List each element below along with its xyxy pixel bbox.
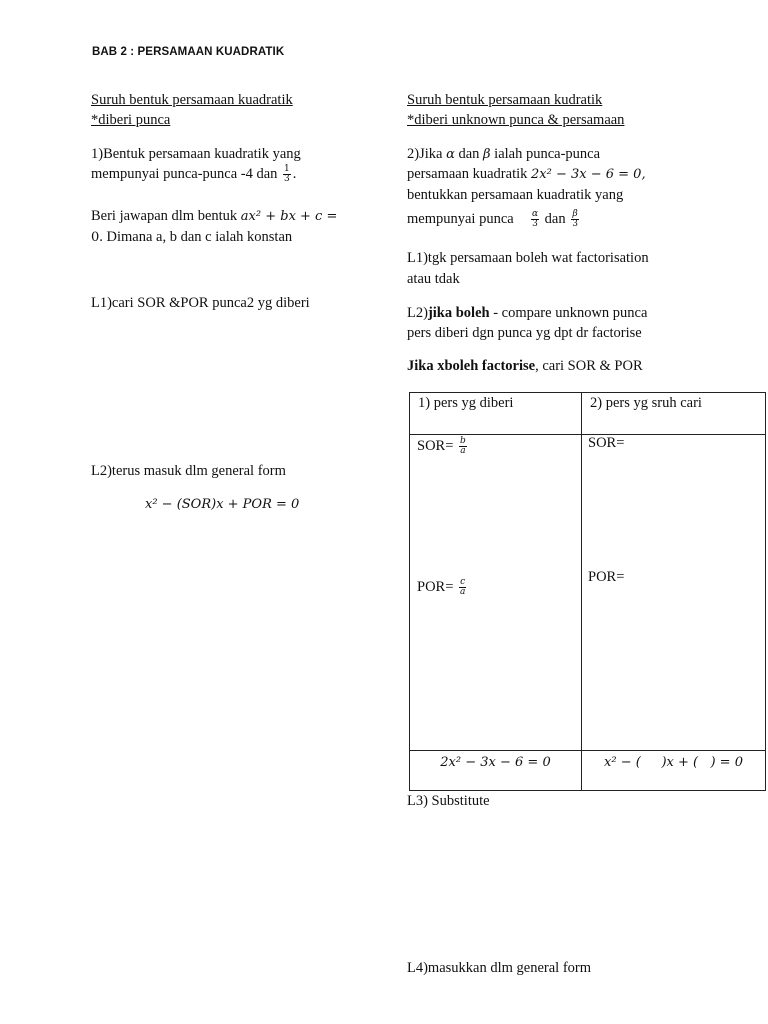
question2-jika: 2)Jika bbox=[407, 146, 443, 162]
right-step-l2-line3-rest: , cari SOR & POR bbox=[535, 358, 643, 374]
right-step-l2-prefix: L2) bbox=[407, 305, 428, 321]
sor-label-left: SOR= bbox=[417, 437, 454, 454]
fraction-one-third bbox=[283, 165, 291, 184]
fraction-numerator: c bbox=[460, 577, 466, 587]
question2-equation: 2x² − 3x − 6 = 0, bbox=[531, 167, 646, 182]
answer-form-text: Beri jawapan dlm bentuk bbox=[91, 208, 238, 224]
question2-line1 bbox=[407, 146, 600, 163]
alpha-symbol: α bbox=[446, 147, 455, 162]
fraction-b-over-a bbox=[459, 437, 467, 456]
table-footer-row bbox=[410, 751, 766, 791]
table-header-left: 1) pers yg diberi bbox=[418, 395, 514, 411]
por-formula-left bbox=[417, 578, 468, 597]
right-step-l2-line2: pers diberi dgn punca yg dpt dr factorise bbox=[407, 325, 642, 341]
right-step-l2-line1 bbox=[407, 305, 647, 322]
beta-symbol: β bbox=[483, 147, 491, 162]
right-step-l4: L4)masukkan dlm general form bbox=[407, 960, 592, 976]
answer-form-zero: 0 bbox=[91, 230, 100, 245]
question2-punca-text: ialah punca-punca bbox=[494, 146, 601, 162]
table-header-right: 2) pers yg sruh cari bbox=[590, 395, 702, 411]
fraction-alpha-over-3 bbox=[531, 210, 539, 229]
right-step-l2-rest: - compare unknown punca bbox=[489, 305, 648, 321]
target-equation-template: x² − ( )x + ( ) = 0 bbox=[604, 755, 743, 770]
right-heading-line2: *diberi unknown punca & persamaan bbox=[407, 112, 625, 128]
question2-dan: dan bbox=[458, 146, 480, 162]
fraction-numerator: β bbox=[572, 209, 578, 219]
right-heading-line1: Suruh bentuk persamaan kudratik bbox=[407, 92, 603, 108]
table-body-cell-right bbox=[582, 435, 766, 751]
fraction-denominator: 3 bbox=[532, 219, 538, 229]
fraction-numerator: b bbox=[460, 436, 466, 446]
answer-form-constants: . Dimana a, b dan c ialah konstan bbox=[99, 229, 293, 245]
table-header-cell-left bbox=[410, 393, 582, 435]
fraction-denominator: 3 bbox=[572, 219, 578, 229]
question2-line4-dan: dan bbox=[544, 210, 566, 227]
question2-line4-text: mempunyai punca bbox=[407, 210, 514, 227]
question1-line2-text: mempunyai punca-punca -4 dan bbox=[91, 165, 278, 182]
por-label-left: POR= bbox=[417, 578, 454, 595]
fraction-denominator: 3 bbox=[284, 174, 290, 184]
table-body-cell-left bbox=[410, 435, 582, 751]
answer-form-line2 bbox=[91, 229, 292, 246]
left-heading-line2: *diberi punca bbox=[91, 112, 171, 128]
table-footer-cell-left bbox=[410, 751, 582, 791]
por-label-right: POR= bbox=[588, 569, 625, 585]
left-step-l2: L2)terus masuk dlm general form bbox=[91, 463, 286, 479]
table-header-row bbox=[410, 393, 766, 435]
sor-formula-left bbox=[417, 437, 469, 456]
fraction-beta-over-3 bbox=[571, 210, 579, 229]
right-step-l2-line3-bold: Jika xboleh factorise bbox=[407, 358, 536, 374]
table-header-cell-right bbox=[582, 393, 766, 435]
given-equation: 2x² − 3x − 6 = 0 bbox=[440, 755, 551, 770]
right-step-l2-line3 bbox=[407, 358, 643, 375]
question1-line2 bbox=[91, 165, 296, 184]
document-title: BAB 2 : PERSAMAAN KUADRATIK bbox=[92, 46, 285, 58]
question2-line3: bentukkan persamaan kuadratik yang bbox=[407, 187, 624, 203]
right-step-l3: L3) Substitute bbox=[407, 793, 490, 809]
question2-line2-text: persamaan kuadratik bbox=[407, 166, 528, 182]
question1-line1: 1)Bentuk persamaan kuadratik yang bbox=[91, 146, 301, 162]
table-body-row bbox=[410, 435, 766, 751]
right-step-l1-line1: L1)tgk persamaan boleh wat factorisation bbox=[407, 250, 649, 266]
general-form-equation: x² − (SOR)x + POR = 0 bbox=[145, 497, 300, 512]
fraction-denominator: a bbox=[460, 446, 466, 456]
right-step-l1-line2: atau tdak bbox=[407, 271, 460, 287]
fraction-numerator: 1 bbox=[284, 164, 290, 174]
question2-line2 bbox=[407, 166, 646, 183]
sor-label-right: SOR= bbox=[588, 435, 625, 451]
right-step-l2-bold: jika boleh bbox=[427, 305, 490, 321]
fraction-denominator: a bbox=[460, 587, 466, 597]
fraction-c-over-a bbox=[459, 578, 466, 597]
answer-form-line1 bbox=[91, 208, 337, 225]
question1-period: . bbox=[292, 165, 297, 182]
left-heading-line1: Suruh bentuk persamaan kuadratik bbox=[91, 92, 293, 108]
question2-line4 bbox=[407, 210, 581, 229]
left-step-l1: L1)cari SOR &POR punca2 yg diberi bbox=[91, 295, 310, 311]
fraction-numerator: α bbox=[531, 209, 539, 219]
table-footer-cell-right bbox=[582, 751, 766, 791]
answer-form-equation: ax² + bx + c = bbox=[240, 209, 338, 224]
comparison-table bbox=[409, 392, 766, 791]
